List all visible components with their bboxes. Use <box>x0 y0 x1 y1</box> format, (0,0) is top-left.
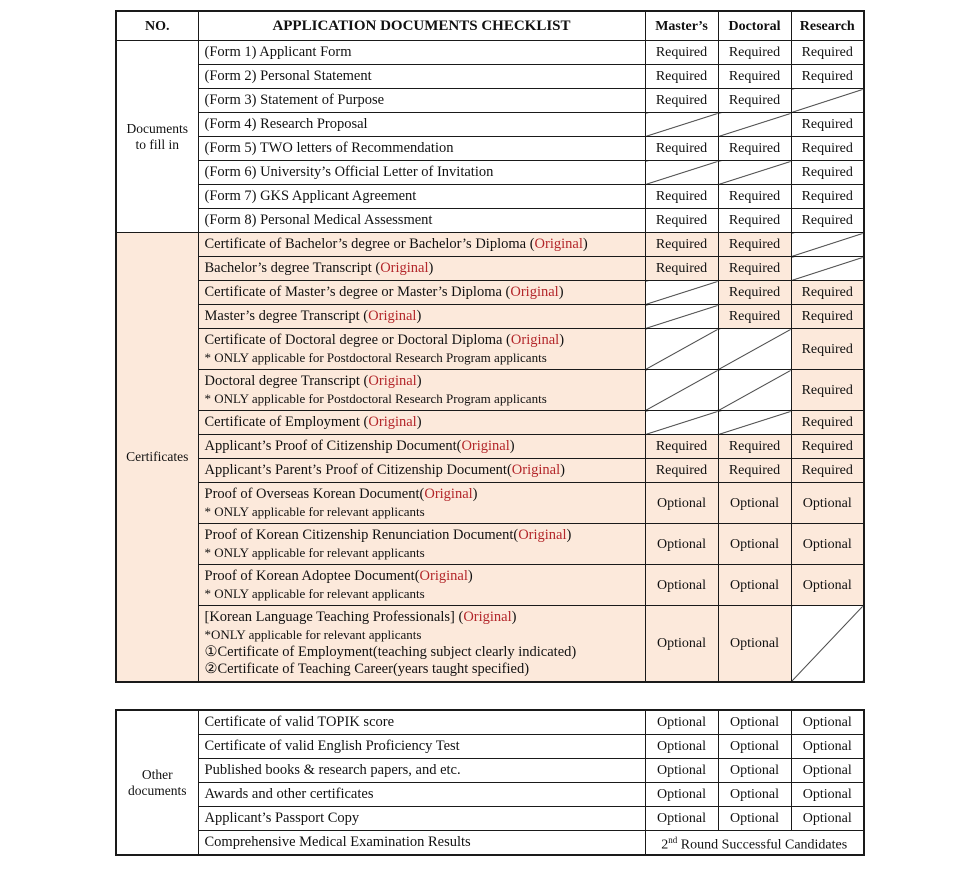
document-name: (Form 5) TWO letters of Recommendation <box>198 137 645 161</box>
other-section <box>116 710 864 855</box>
document-name: Proof of Korean Adoptee Document( <box>204 567 420 584</box>
research-status: Required <box>791 137 864 161</box>
certificate-row <box>116 281 864 305</box>
doctoral-not-applicable <box>718 113 791 137</box>
paren-close: ) <box>558 284 564 300</box>
section-label-certificates: Certificates <box>116 233 198 683</box>
masters-status: Required <box>645 185 718 209</box>
research-status: Optional <box>791 759 864 783</box>
certificate-row-korean-teaching <box>116 606 864 683</box>
research-status: Optional <box>791 783 864 807</box>
document-name: Certificate of valid TOPIK score <box>198 710 645 735</box>
original-tag: Original <box>510 331 560 348</box>
masters-status: Optional <box>645 735 718 759</box>
research-status: Required <box>791 329 864 370</box>
section-label-other <box>116 710 198 855</box>
document-name-cell <box>198 281 645 305</box>
masters-not-applicable <box>645 305 718 329</box>
document-name: (Form 8) Personal Medical Assessment <box>198 209 645 233</box>
applicability-note: * ONLY applicable for relevant applicants <box>204 585 425 601</box>
section-label-line: to fill in <box>135 136 179 152</box>
document-name: Applicant’s Parent’s Proof of Citizenship Document( <box>204 462 512 478</box>
masters-status: Required <box>645 65 718 89</box>
form-row <box>116 113 864 137</box>
certificate-row <box>116 411 864 435</box>
certificate-row <box>116 257 864 281</box>
form-row <box>116 137 864 161</box>
paren-close: ) <box>582 236 588 252</box>
research-status: Required <box>791 161 864 185</box>
doctoral-status: Optional <box>718 710 791 735</box>
masters-not-applicable <box>645 113 718 137</box>
masters-status: Required <box>645 137 718 161</box>
original-tag: Original <box>368 414 417 430</box>
masters-header: Master’s <box>645 11 718 41</box>
research-status: Required <box>791 435 864 459</box>
document-name: Master’s degree Transcript ( <box>204 308 369 324</box>
doctoral-status: Required <box>718 435 791 459</box>
research-status: Required <box>791 185 864 209</box>
research-status: Optional <box>791 483 864 524</box>
document-name-cell <box>198 483 645 524</box>
research-status: Required <box>791 209 864 233</box>
form-row <box>116 161 864 185</box>
research-status: Required <box>791 305 864 329</box>
research-status: Optional <box>791 735 864 759</box>
original-tag: Original <box>463 609 512 625</box>
research-not-applicable <box>791 606 864 683</box>
document-name: Certificate of valid English Proficiency Test <box>198 735 645 759</box>
doctoral-status: Required <box>718 41 791 65</box>
no-header: NO. <box>116 11 198 41</box>
masters-status: Required <box>645 257 718 281</box>
certificate-row <box>116 233 864 257</box>
masters-status: Optional <box>645 759 718 783</box>
section-label-line: Documents <box>126 120 188 136</box>
required-item-1: ①Certificate of Employment(teaching subject clearly indicated) <box>204 644 577 660</box>
masters-not-applicable <box>645 329 718 370</box>
certificate-row <box>116 565 864 606</box>
document-name: Proof of Korean Citizenship Renunciation Document( <box>204 526 519 543</box>
document-name: (Form 1) Applicant Form <box>198 41 645 65</box>
masters-status: Required <box>645 233 718 257</box>
document-name: Awards and other certificates <box>198 783 645 807</box>
document-name: Comprehensive Medical Examination Results <box>198 831 645 856</box>
doctoral-status: Optional <box>718 606 791 683</box>
document-name: Proof of Overseas Korean Document( <box>204 485 425 502</box>
doctoral-status: Optional <box>718 524 791 565</box>
doctoral-status: Required <box>718 137 791 161</box>
form-row <box>116 209 864 233</box>
masters-status: Optional <box>645 524 718 565</box>
doctoral-status: Optional <box>718 783 791 807</box>
original-tag: Original <box>419 567 468 584</box>
other-document-row <box>116 759 864 783</box>
form-row <box>116 89 864 113</box>
certificate-row <box>116 483 864 524</box>
round-suffix: nd <box>668 834 678 845</box>
masters-status: Optional <box>645 807 718 831</box>
research-status: Required <box>791 65 864 89</box>
doctoral-status: Required <box>718 459 791 483</box>
doctoral-not-applicable <box>718 370 791 411</box>
masters-not-applicable <box>645 161 718 185</box>
paren-close: ) <box>559 331 565 348</box>
original-tag: Original <box>368 308 417 324</box>
medical-row <box>116 831 864 856</box>
paren-close: ) <box>428 260 434 276</box>
certificate-row <box>116 524 864 565</box>
document-name-cell <box>198 370 645 411</box>
document-name-cell <box>198 524 645 565</box>
paren-close: ) <box>509 438 515 454</box>
masters-not-applicable <box>645 370 718 411</box>
checklist-table <box>115 10 865 683</box>
research-not-applicable <box>791 89 864 113</box>
other-documents-table <box>115 709 865 856</box>
paren-close: ) <box>416 372 422 389</box>
doctoral-status: Optional <box>718 807 791 831</box>
paren-close: ) <box>416 308 422 324</box>
masters-status: Required <box>645 41 718 65</box>
original-tag: Original <box>380 260 429 276</box>
round-note <box>645 831 864 856</box>
original-tag: Original <box>510 284 559 300</box>
doctoral-not-applicable <box>718 161 791 185</box>
certificate-row <box>116 435 864 459</box>
masters-status: Optional <box>645 483 718 524</box>
research-status: Required <box>791 113 864 137</box>
document-name: (Form 4) Research Proposal <box>198 113 645 137</box>
document-name: Certificate of Bachelor’s degree or Bachelor’s Diploma ( <box>204 236 535 252</box>
doctoral-status: Required <box>718 65 791 89</box>
document-name-cell <box>198 411 645 435</box>
paren-close: ) <box>416 414 422 430</box>
masters-not-applicable <box>645 281 718 305</box>
doctoral-status: Required <box>718 281 791 305</box>
certificate-row <box>116 459 864 483</box>
masters-status: Optional <box>645 783 718 807</box>
masters-status: Required <box>645 435 718 459</box>
paren-close: ) <box>511 609 517 625</box>
section-label-line: Other <box>141 766 173 782</box>
document-name: Certificate of Employment ( <box>204 414 369 430</box>
document-name: Applicant’s Proof of Citizenship Document( <box>204 438 462 454</box>
doctoral-status: Required <box>718 305 791 329</box>
document-name: (Form 2) Personal Statement <box>198 65 645 89</box>
applicability-note: * ONLY applicable for Postdoctoral Research Program applicants <box>204 349 547 365</box>
doctoral-status: Required <box>718 209 791 233</box>
other-document-row <box>116 783 864 807</box>
original-tag: Original <box>368 372 417 389</box>
doctoral-status: Optional <box>718 565 791 606</box>
original-tag: Original <box>534 236 583 252</box>
research-status: Required <box>791 41 864 65</box>
other-document-row <box>116 710 864 735</box>
certificate-row <box>116 370 864 411</box>
research-not-applicable <box>791 257 864 281</box>
form-row <box>116 41 864 65</box>
document-name-cell <box>198 459 645 483</box>
document-name: (Form 7) GKS Applicant Agreement <box>198 185 645 209</box>
doctoral-status: Required <box>718 257 791 281</box>
doctoral-status: Optional <box>718 759 791 783</box>
document-name: Certificate of Master’s degree or Master’s Diploma ( <box>204 284 511 300</box>
research-status: Required <box>791 411 864 435</box>
header-row <box>116 11 864 41</box>
doctoral-not-applicable <box>718 329 791 370</box>
original-tag: Original <box>511 462 561 478</box>
certificates-section <box>116 233 864 683</box>
research-status: Required <box>791 370 864 411</box>
doctoral-not-applicable <box>718 411 791 435</box>
original-tag: Original <box>461 438 510 454</box>
form-row <box>116 185 864 209</box>
document-name-cell <box>198 606 645 683</box>
paren-close: ) <box>560 462 565 478</box>
applicability-note: * ONLY applicable for relevant applicants <box>204 503 425 519</box>
form-row <box>116 65 864 89</box>
document-name-cell <box>198 435 645 459</box>
document-name-cell <box>198 305 645 329</box>
paren-close: ) <box>467 567 473 584</box>
document-name-cell <box>198 233 645 257</box>
applicability-note: * ONLY applicable for Postdoctoral Research Program applicants <box>204 390 547 406</box>
required-item-2: ②Certificate of Teaching Career(years taught specified) <box>204 661 530 677</box>
doctoral-status: Required <box>718 89 791 113</box>
doctoral-status: Optional <box>718 483 791 524</box>
doctoral-header: Doctoral <box>718 11 791 41</box>
certificate-row <box>116 305 864 329</box>
doctoral-status: Optional <box>718 735 791 759</box>
document-name: Certificate of Doctoral degree or Doctoral Diploma ( <box>204 331 511 348</box>
section-label-fill-in <box>116 41 198 233</box>
section-label-line: documents <box>128 782 187 798</box>
doctoral-status: Required <box>718 233 791 257</box>
document-name: Bachelor’s degree Transcript ( <box>204 260 381 276</box>
research-header: Research <box>791 11 864 41</box>
masters-status: Optional <box>645 710 718 735</box>
other-document-row <box>116 807 864 831</box>
research-status: Optional <box>791 710 864 735</box>
research-not-applicable <box>791 233 864 257</box>
round-text: Round Successful Candidates <box>677 837 848 853</box>
masters-status: Required <box>645 459 718 483</box>
doctoral-status: Required <box>718 185 791 209</box>
document-name-cell <box>198 565 645 606</box>
document-name: [Korean Language Teaching Professionals] ( <box>204 609 464 625</box>
round-number: 2 <box>661 837 669 853</box>
masters-status: Required <box>645 89 718 113</box>
paren-close: ) <box>566 526 572 543</box>
applicability-note: * ONLY applicable for relevant applicants <box>204 544 425 560</box>
research-status: Optional <box>791 807 864 831</box>
document-name: (Form 3) Statement of Purpose <box>198 89 645 113</box>
document-name-cell <box>198 257 645 281</box>
paren-close: ) <box>472 485 478 502</box>
document-name-cell <box>198 329 645 370</box>
research-status: Required <box>791 281 864 305</box>
document-name: Published books & research papers, and etc. <box>198 759 645 783</box>
masters-status: Required <box>645 209 718 233</box>
masters-status: Optional <box>645 606 718 683</box>
masters-status: Optional <box>645 565 718 606</box>
certificate-row <box>116 329 864 370</box>
forms-section <box>116 41 864 233</box>
original-tag: Original <box>424 485 473 502</box>
research-status: Required <box>791 459 864 483</box>
original-tag: Original <box>518 526 567 543</box>
research-status: Optional <box>791 524 864 565</box>
research-status: Optional <box>791 565 864 606</box>
masters-not-applicable <box>645 411 718 435</box>
other-document-row <box>116 735 864 759</box>
checklist-title: APPLICATION DOCUMENTS CHECKLIST <box>198 11 645 41</box>
document-name: Doctoral degree Transcript ( <box>204 372 369 389</box>
document-name: Applicant’s Passport Copy <box>198 807 645 831</box>
document-name: (Form 6) University’s Official Letter of Invitation <box>198 161 645 185</box>
applicability-note: *ONLY applicable for relevant applicants <box>204 627 422 642</box>
